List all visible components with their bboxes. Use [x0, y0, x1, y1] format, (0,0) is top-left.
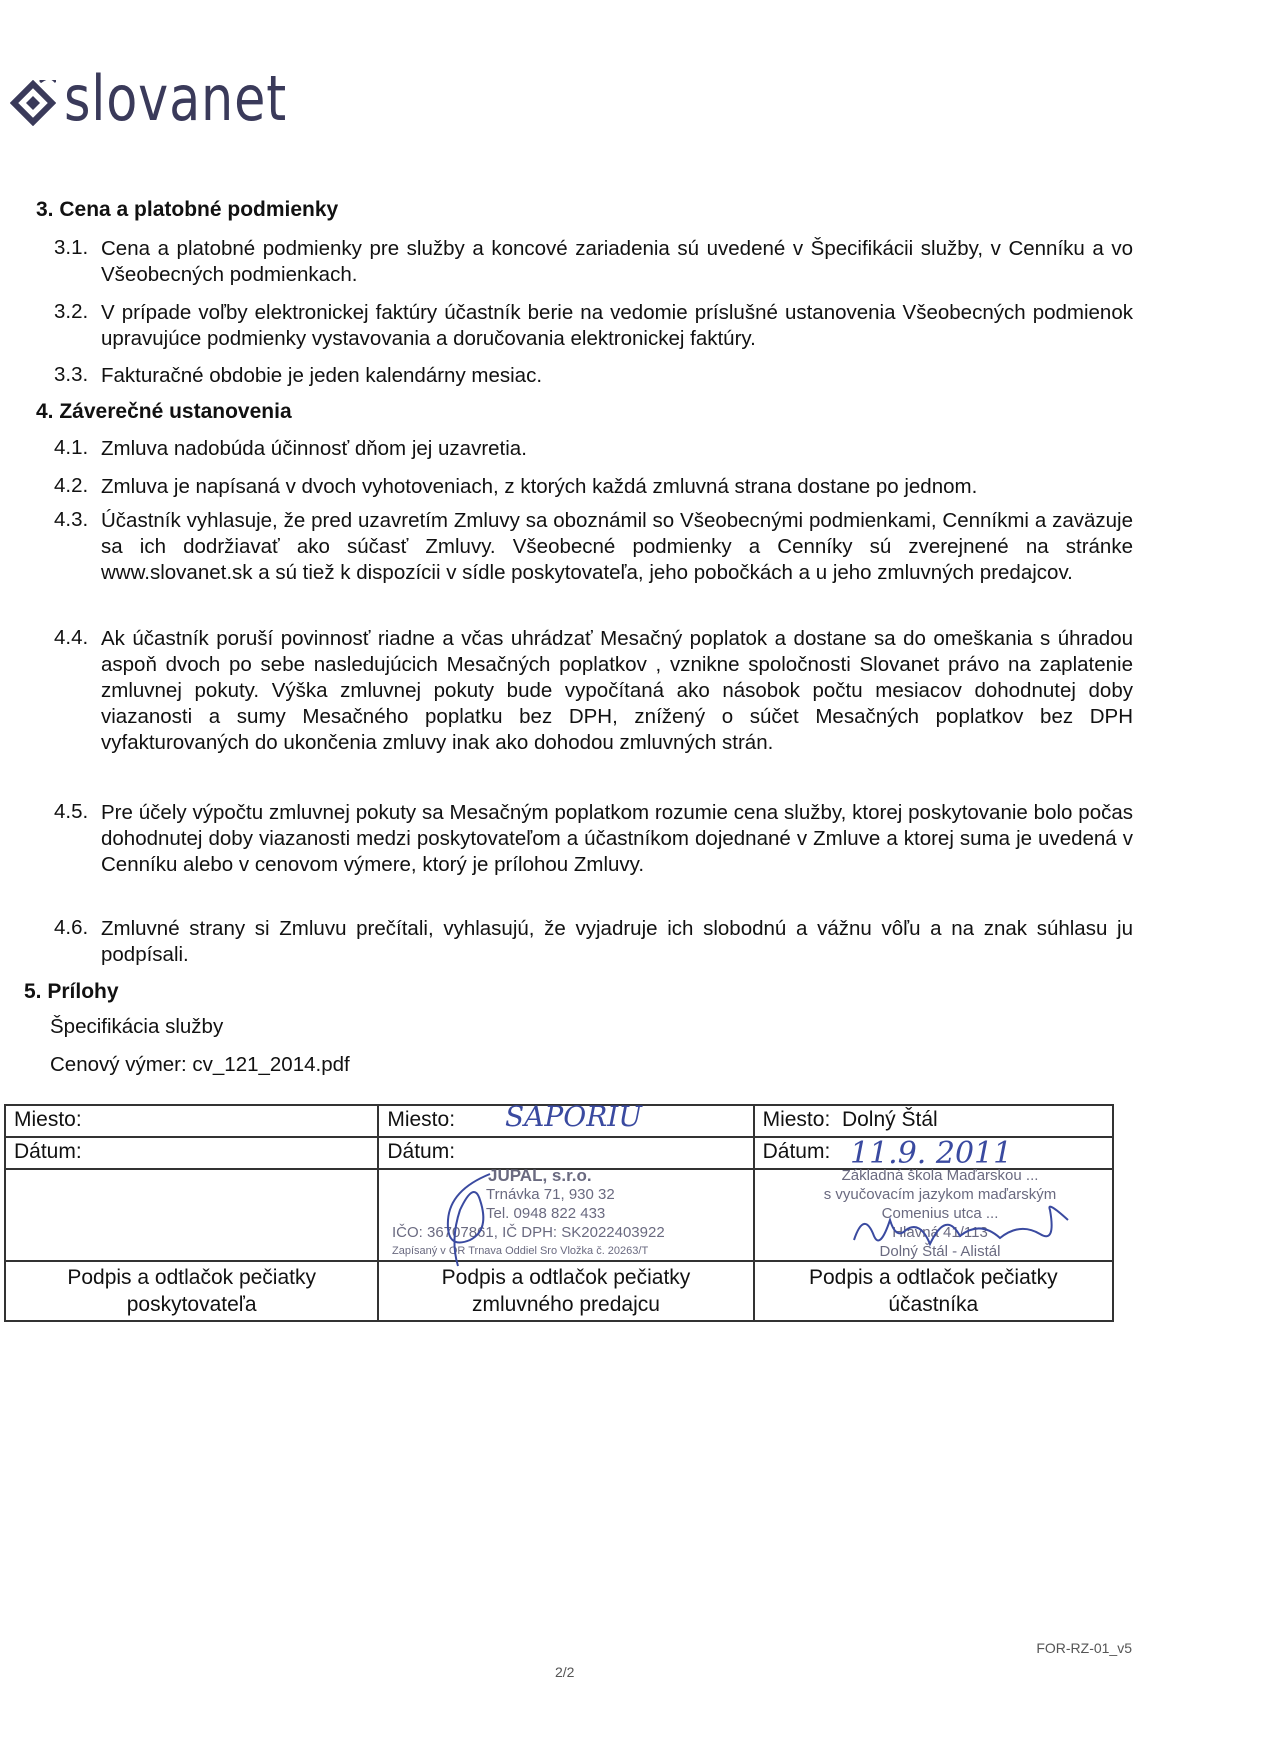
- date-label: Dátum:: [14, 1140, 82, 1163]
- signature-caption-participant: [754, 1261, 1113, 1321]
- item-3-1-text: Cena a platobné podmienky pre služby a koncové zariadenia sú uvedené v Špecifikácii služby, v Cenníku a vo Všeobecných podmienkach.: [101, 237, 1133, 286]
- stamp-line: Dolný Štál - Alistál: [879, 1243, 1001, 1260]
- participant-signature-icon: [850, 1200, 1080, 1260]
- stamp-line: s vyučovacím jazykom maďarským: [823, 1186, 1057, 1203]
- section-4-title: 4. Záverečné ustanovenia: [36, 400, 292, 423]
- stamp-line: JUPAL, s.r.o.: [488, 1166, 592, 1185]
- item-4-3-text: Účastník vyhlasuje, že pred uzavretím Zmluvy sa oboznámil so Všeobecnými podmienkami, Cenníkmi a zaväzuje sa ich dodržiavať ako súčasť Zmluvy. Všeobecné podmienky a Cenníky sú zverejnené na stránke www.slovanet.sk a sú tiež k dispozícii v sídle poskytovateľa, jeho pobočkách a u jeho zmluvných predajcov.: [101, 509, 1133, 584]
- stamp-line: IČO: 36707861, IČ DPH: SK2022403922: [392, 1224, 665, 1241]
- signature-caption-dealer: [378, 1261, 753, 1321]
- stamp-line: Základná škola Maďarskou ...: [841, 1167, 1039, 1184]
- place-value: Dolný Štál: [841, 1108, 938, 1131]
- item-4-6-text: Zmluvné strany si Zmluvu prečítali, vyhlasujú, že vyjadruje ich slobodnú a vážnu vôľu a na znak súhlasu ju podpísali.: [101, 917, 1133, 966]
- item-3-2-number: 3.2.: [54, 300, 89, 323]
- caption-line: zmluvného predajcu: [471, 1293, 660, 1316]
- item-3-3-text: Fakturačné obdobie je jeden kalendárny mesiac.: [101, 364, 543, 387]
- item-3-3-number: 3.3.: [54, 363, 89, 386]
- item-4-5-number: 4.5.: [54, 800, 89, 823]
- slovanet-logo-icon: [10, 80, 56, 126]
- stamp-line: Comenius utca ...: [881, 1205, 999, 1222]
- caption-line: Podpis a odtlačok pečiatky: [67, 1266, 316, 1289]
- date-label: Dátum:: [387, 1140, 456, 1163]
- place-label: Miesto:: [762, 1108, 831, 1131]
- item-4-3-number: 4.3.: [54, 508, 89, 531]
- stamp-line: Trnávka 71, 930 32: [486, 1186, 615, 1203]
- date-label: Dátum:: [762, 1140, 831, 1163]
- section-5-title: 5. Prílohy: [24, 980, 119, 1003]
- item-4-4-number: 4.4.: [54, 626, 89, 649]
- item-4-2-text: Zmluva je napísaná v dvoch vyhotoveniach, z ktorých každá zmluvná strana dostane po jednom.: [101, 475, 978, 498]
- signature-caption-provider: [5, 1261, 378, 1321]
- form-code: FOR-RZ-01_v5: [1036, 1640, 1132, 1656]
- caption-line: účastníka: [888, 1293, 979, 1316]
- date-cell-dealer: [378, 1137, 753, 1169]
- caption-line: poskytovateľa: [126, 1293, 257, 1316]
- item-4-5-text: Pre účely výpočtu zmluvnej pokuty sa Mesačným poplatkom rozumie cena služby, ktorej poskytovanie bolo počas dohodnutej doby viazanosti medzi poskytovateľom a účastníkom dojednané v Zmluve a ktorej suma je uvedená v Cenníku alebo v cenovom výmere, ktorý je prílohou Zmluvy.: [101, 801, 1133, 876]
- place-cell-provider: [5, 1105, 378, 1137]
- place-label: Miesto:: [14, 1108, 82, 1131]
- logo-text: slovanet: [64, 62, 287, 135]
- item-3-1-number: 3.1.: [54, 236, 89, 259]
- place-label: Miesto:: [387, 1108, 456, 1131]
- stamp-line: Hlavná 41/113: [892, 1224, 988, 1241]
- page-number: 2/2: [555, 1664, 575, 1680]
- handwritten-place-dealer: SAPORIU: [505, 1100, 642, 1133]
- signature-area-provider: [5, 1169, 378, 1261]
- slovanet-logo: [6, 44, 287, 135]
- item-4-4-text: Ak účastník poruší povinnosť riadne a včas uhrádzať Mesačný poplatok a dostane sa do omeškania s úhradou aspoň dvoch po sebe nasledujúcich Mesačných poplatkov , vznikne spoločnosti Slovanet právo na zaplatenie zmluvnej pokuty. Výška zmluvnej pokuty bude vypočítaná ako násobok počtu mesiacov dohodnutej doby viazanosti a sumy Mesačného poplatku bez DPH, znížený o súčet Mesačných poplatkov bez DPH vyfakturovaných do ukončenia zmluvy inak ako dohodou zmluvných strán.: [101, 627, 1133, 754]
- attachment-price-list: Cenový výmer: cv_121_2014.pdf: [50, 1053, 350, 1076]
- item-4-1-number: 4.1.: [54, 436, 89, 459]
- section-3-title: 3. Cena a platobné podmienky: [36, 198, 339, 221]
- item-4-2-number: 4.2.: [54, 474, 89, 497]
- handwritten-date-participant: 11.9. 2011: [850, 1136, 1013, 1171]
- item-4-1-text: Zmluva nadobúda účinnosť dňom jej uzavretia.: [101, 437, 527, 460]
- caption-line: Podpis a odtlačok pečiatky: [441, 1266, 691, 1289]
- caption-line: Podpis a odtlačok pečiatky: [808, 1266, 1058, 1289]
- item-4-6-number: 4.6.: [54, 916, 89, 939]
- stamp-line: Zapísaný v OR Trnava Oddiel Sro Vložka č. 20263/T: [392, 1245, 649, 1257]
- stamp-line: Tel. 0948 822 433: [486, 1205, 606, 1222]
- date-cell-provider: [5, 1137, 378, 1169]
- dealer-signature-icon: [430, 1170, 510, 1270]
- item-3-2-text: V prípade voľby elektronickej faktúry účastník berie na vedomie príslušné ustanovenia Všeobecných podmienok upravujúce podmienky vystavovania a doručovania elektronickej faktúry.: [101, 301, 1133, 350]
- attachment-specification: Špecifikácia služby: [50, 1015, 224, 1038]
- place-cell-participant: [754, 1105, 1113, 1137]
